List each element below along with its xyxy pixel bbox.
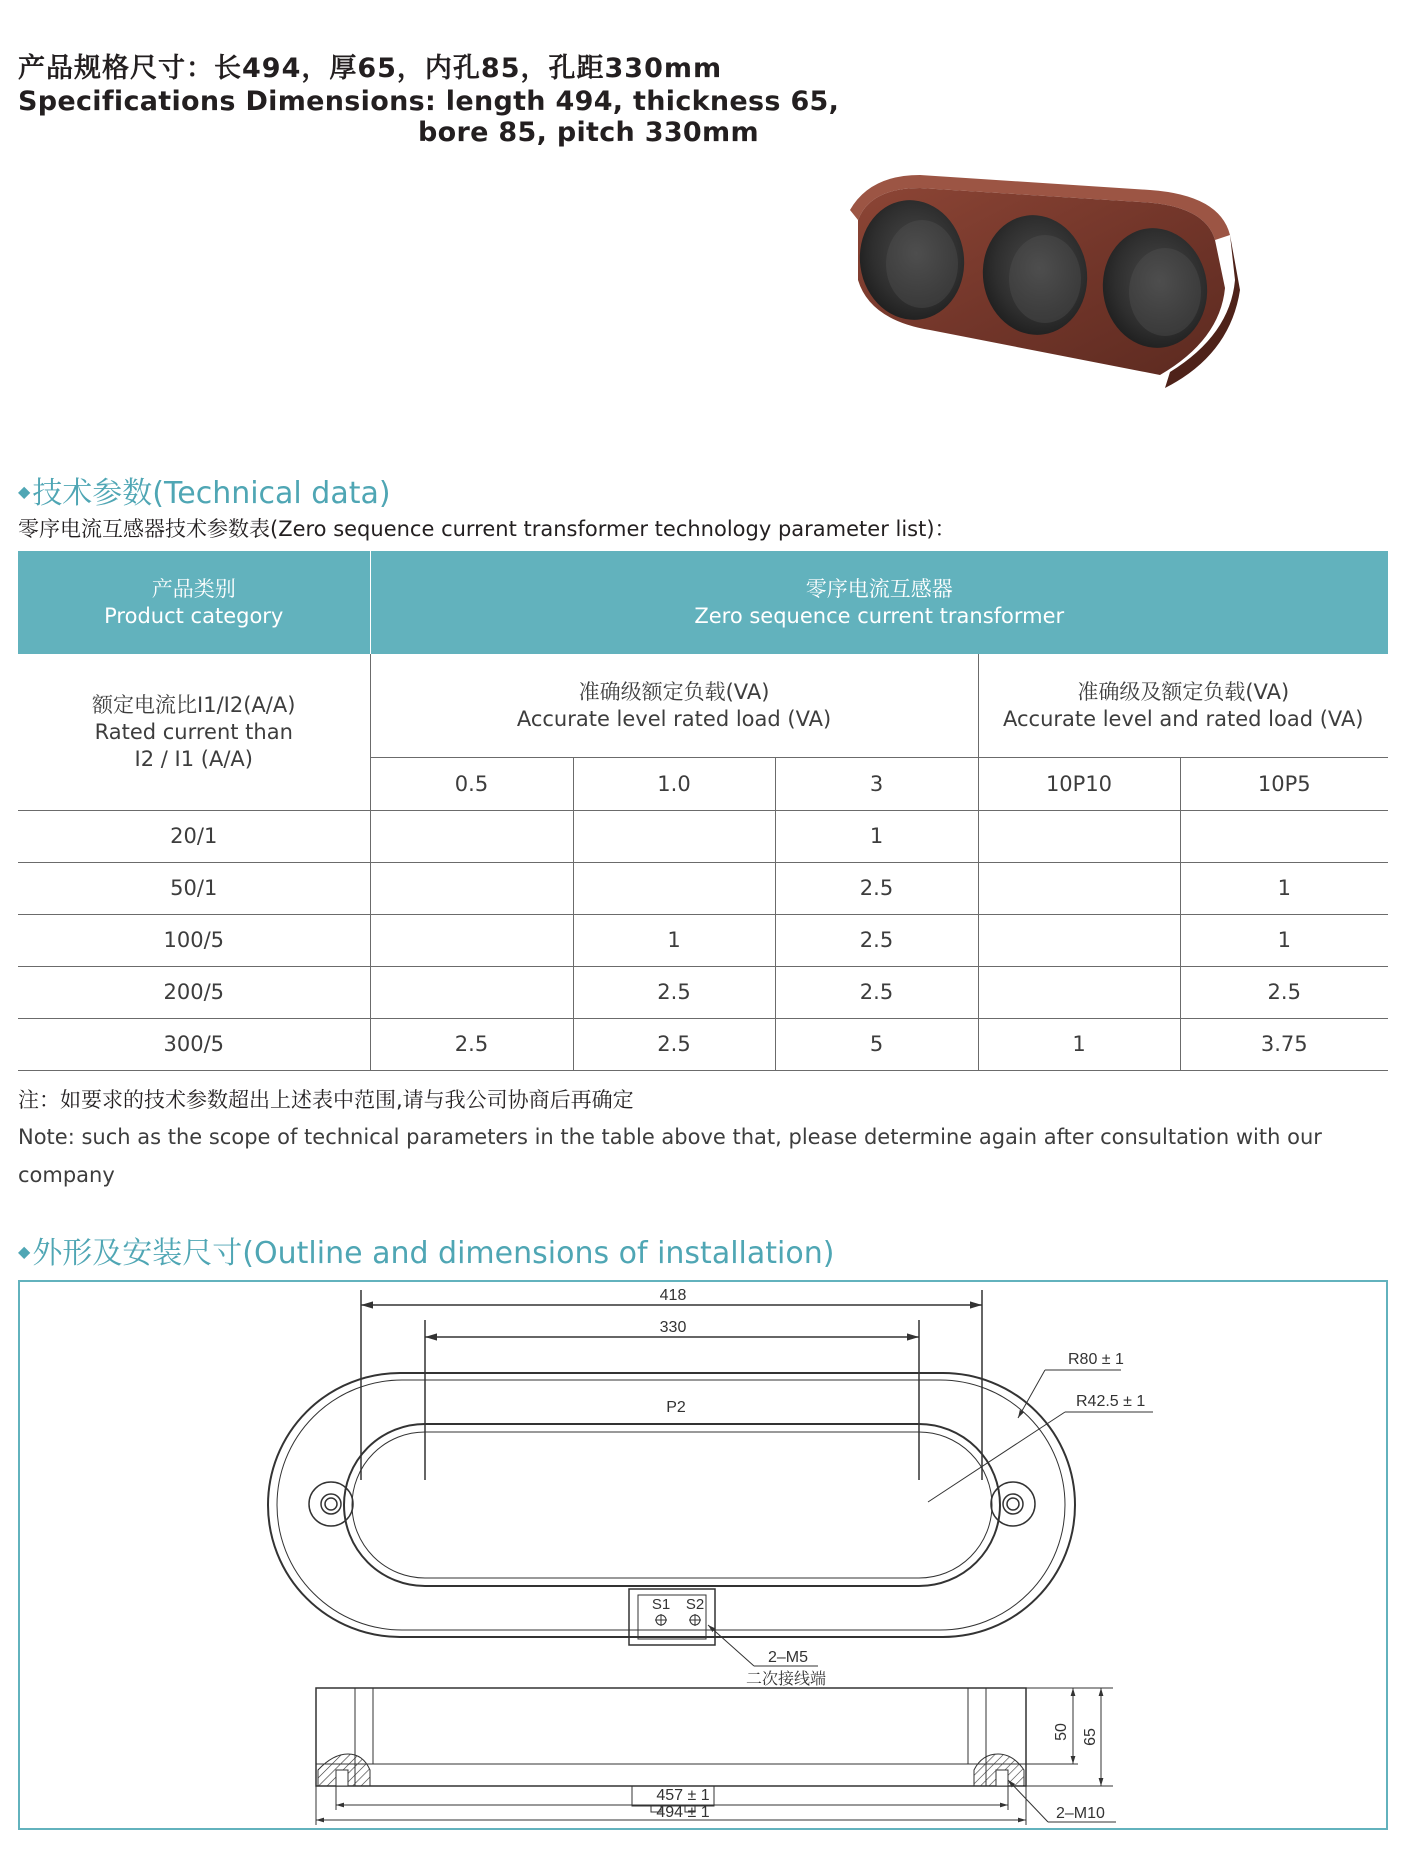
spec-title-en-line1: Specifications Dimensions: length 494, thickness 65, (18, 86, 840, 117)
accurate-load-header (370, 654, 978, 758)
table-row (18, 863, 1388, 915)
diamond-bullet-icon: ◆ (18, 1242, 31, 1261)
technical-data-table (18, 551, 1388, 1071)
table-cell (978, 863, 1180, 915)
table-caption: 零序电流互感器技术参数表(Zero sequence current transformer technology parameter list)： (18, 517, 956, 541)
p2-label: P2 (666, 1399, 686, 1416)
table-cell (370, 811, 573, 863)
dim-457-label: 457 ± 1 (656, 1787, 710, 1804)
table-cell: 2.5 (573, 967, 775, 1019)
level-cell: 10P5 (1180, 758, 1388, 811)
table-row (18, 1019, 1388, 1071)
table-cell (978, 811, 1180, 863)
section-title-outline (18, 1228, 834, 1272)
header-transformer-cn: 零序电流互感器 (805, 576, 953, 601)
table-cell: 2.5 (775, 863, 978, 915)
dim-50-label: 50 (1053, 1723, 1070, 1741)
table-cell (370, 863, 573, 915)
section-title-technical (18, 468, 391, 512)
table-cell: 1 (1180, 915, 1388, 967)
rated-ratio-cell: 20/1 (18, 811, 370, 863)
r42-label: R42.5 ± 1 (1076, 1393, 1146, 1410)
section-title-technical-text: 技术参数(Technical data) (32, 476, 391, 511)
accurate-load-cn: 准确级额定负载(VA) (578, 679, 770, 704)
table-cell (370, 915, 573, 967)
accurate-and-load-header (978, 654, 1388, 758)
rated-current-header (18, 654, 370, 811)
rated-ratio-cell: 300/5 (18, 1019, 370, 1071)
table-cell (370, 967, 573, 1019)
rated-ratio-cell: 200/5 (18, 967, 370, 1019)
accurate-and-load-en: Accurate level and rated load (VA) (1002, 706, 1364, 731)
table-header-row (18, 551, 1388, 654)
header-transformer (370, 551, 1388, 654)
header-product-category (18, 551, 370, 654)
level-cell: 10P10 (978, 758, 1180, 811)
table-cell: 2.5 (1180, 967, 1388, 1019)
table-cell: 2.5 (775, 967, 978, 1019)
table-cell: 2.5 (573, 1019, 775, 1071)
diamond-bullet-icon: ◆ (18, 482, 31, 501)
header-transformer-en: Zero sequence current transformer (694, 603, 1065, 628)
product-photo (810, 160, 1250, 420)
table-cell (978, 967, 1180, 1019)
spec-title-cn: 产品规格尺寸：长494，厚65，内孔85，孔距330mm (18, 53, 723, 84)
spec-title-en-line2: bore 85, pitch 330mm (418, 117, 759, 148)
note-en: Note: such as the scope of technical parameters in the table above that, please determine again after consultation with our company (18, 1125, 1322, 1187)
table-cell (573, 863, 775, 915)
table-cell: 2.5 (775, 915, 978, 967)
dim-65-label: 65 (1082, 1728, 1099, 1746)
rated-current-cn: 额定电流比I1/I2(A/A) (92, 692, 296, 717)
table-cell: 1 (978, 1019, 1180, 1071)
dim-418-label: 418 (659, 1287, 687, 1304)
table-cell (1180, 811, 1388, 863)
table-cell: 3.75 (1180, 1019, 1388, 1071)
level-cell: 0.5 (370, 758, 573, 811)
rated-current-en2: I2 / I1 (A/A) (134, 746, 253, 771)
level-cell: 1.0 (573, 758, 775, 811)
r80-label: R80 ± 1 (1068, 1351, 1124, 1368)
table-cell: 5 (775, 1019, 978, 1071)
table-cell (978, 915, 1180, 967)
m5-label: 2–M5 (768, 1649, 809, 1666)
dim-330-label: 330 (659, 1319, 687, 1336)
accurate-load-en: Accurate level rated load (VA) (516, 706, 832, 731)
s2-label: S2 (685, 1596, 705, 1613)
table-cell: 1 (1180, 863, 1388, 915)
rated-current-en1: Rated current than (94, 719, 293, 744)
secondary-terminal-label: 二次接线端 (746, 1671, 827, 1688)
note-cn: 注：如要求的技术参数超出上述表中范围,请与我公司协商后再确定 (18, 1088, 634, 1112)
table-row (18, 811, 1388, 863)
section-title-outline-text: 外形及安装尺寸(Outline and dimensions of installation) (32, 1236, 835, 1271)
table-row (18, 915, 1388, 967)
table-cell: 2.5 (370, 1019, 573, 1071)
m10-label: 2–M10 (1056, 1805, 1105, 1822)
header-product-category-en: Product category (104, 603, 284, 628)
table-subheader-row (18, 654, 1388, 758)
dim-494-label: 494 ± 1 (656, 1804, 710, 1821)
table-cell: 1 (775, 811, 978, 863)
table-cell: 1 (573, 915, 775, 967)
s1-label: S1 (651, 1596, 671, 1613)
header-product-category-cn: 产品类别 (151, 576, 236, 601)
outline-drawing (18, 1280, 1388, 1830)
level-cell: 3 (775, 758, 978, 811)
rated-ratio-cell: 50/1 (18, 863, 370, 915)
rated-ratio-cell: 100/5 (18, 915, 370, 967)
table-row (18, 967, 1388, 1019)
accurate-and-load-cn: 准确级及额定负载(VA) (1077, 679, 1290, 704)
table-cell (573, 811, 775, 863)
